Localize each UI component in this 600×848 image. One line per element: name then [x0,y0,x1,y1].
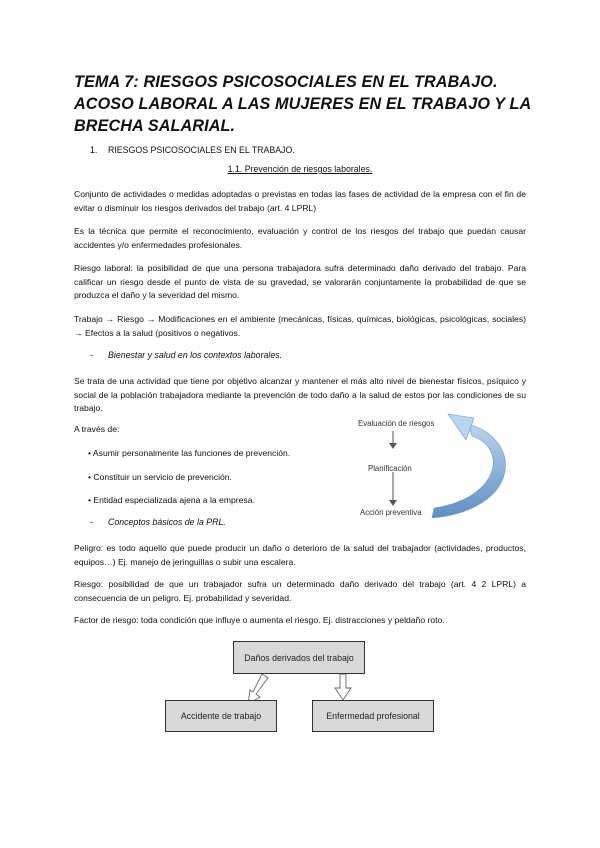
paragraph-peligro: Peligro: es todo aquello que puede producir un daño o deterioro de la salud del trabajador (actividades, productos, equipos…) Ej. manejo de jeringuillas o subir una escalera. [74,543,526,567]
cycle-step-planificacion: Planificación [368,464,412,473]
dash-symbol: - [90,517,93,527]
paragraph-riesgo: Riesgo: posibilidad de que un trabajador sufra un determinado daño derivado del trabajo (art. 4 2 LPRL) a consecuencia de un peligro. Ej. probabilidad y severidad. [74,579,526,603]
paragraph-activity: Se trata de una actividad que tiene por objetivo alcanzar y mantener el más alto nivel de bienestar físicos, psíquico y social de la población trabajadora mediante la prevención de todo daño a la salud de estos por las condiciones de su trabajo. [74,376,526,413]
down-arrow-icon [389,431,397,449]
paragraph-definition: Conjunto de actividades o medidas adoptadas o previstas en todas las fases de actividad de la empresa con el fin de evitar o disminuir los riesgos derivados del trabajo (art. 4 LPRL) [74,189,526,213]
cycle-step-evaluacion: Evaluación de riesgos [358,419,435,428]
dash-label: Bienestar y salud en los contextos laborales. [108,350,283,360]
box-danos: Daños derivados del trabajo [233,641,365,674]
through-label: A través de: [74,424,120,434]
section-number: 1. [90,145,98,155]
dash-label: Conceptos básicos de la PRL. [108,517,226,527]
cycle-step-accion: Acción preventiva [360,508,422,517]
paragraph-factor: Factor de riesgo: toda condición que influye o aumenta el riesgo. Ej. distracciones y peldaño roto. [74,615,445,625]
paragraph-flow: Trabajo → Riesgo → Modificaciones en el ambiente (mecánicas, físicas, químicas, biológicas, psicológicas, sociales) → Efectos a la salud (positivos o negativos. [74,314,526,338]
subsection-label: 1.1. Prevención de riesgos laborales. [227,164,373,174]
paragraph-riesgo-laboral: Riesgo laboral: la posibilidad de que una persona trabajadora sufra determinado daño derivado del trabajo. Para calificar un riesgo desde el punto de vista de su gravedad, se valorarán conjuntamente la probabilidad de que se produzca el daño y la severidad del mismo. [74,263,526,300]
cycle-arrow-icon [432,414,505,518]
section-label: RIESGOS PSICOSOCIALES EN EL TRABAJO. [108,145,295,155]
box-enfermedad: Enfermedad profesional [312,700,434,732]
bullet-item: • Entidad especializada ajena a la empresa. [88,495,255,505]
dash-symbol: - [90,350,93,360]
down-arrow-icon [389,472,397,506]
box-accidente: Accidente de trabajo [165,700,277,732]
bullet-item: • Asumir personalmente las funciones de prevención. [88,448,291,458]
bullet-item: • Constituir un servicio de prevención. [88,472,232,482]
paragraph-technique: Es la técnica que permite el reconocimiento, evaluación y control de los riesgos del trabajo que puedan causar accidentes y/o enfermedades profesionales. [74,226,526,250]
document-title: TEMA 7: RIESGOS PSICOSOCIALES EN EL TRABAJO. ACOSO LABORAL A LAS MUJERES EN EL TRABAJO Y LA BRECHA SALARIAL. [74,73,531,135]
hollow-arrow-icon [335,674,351,700]
